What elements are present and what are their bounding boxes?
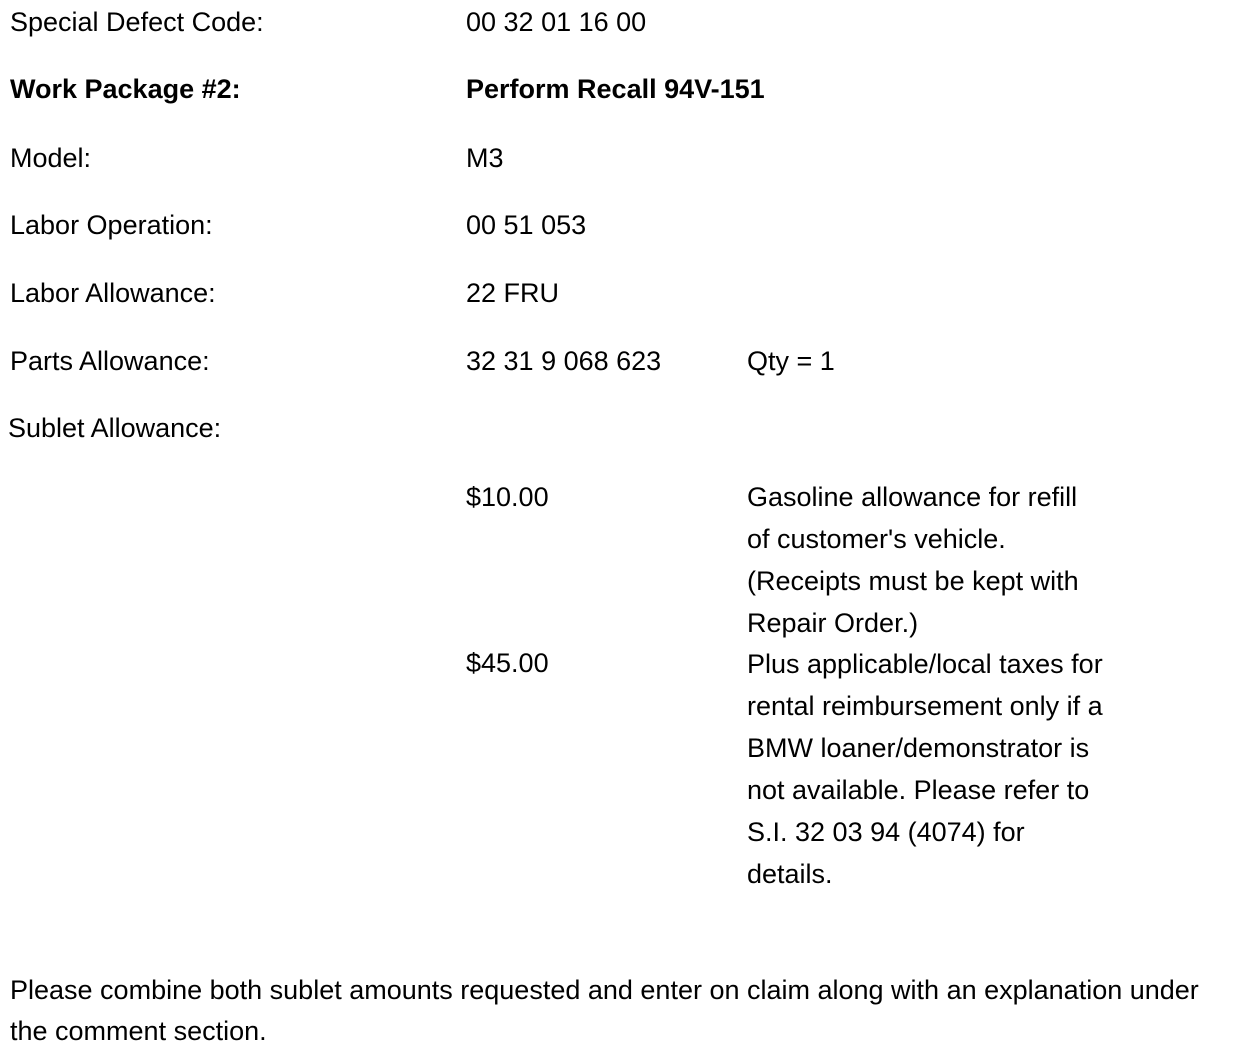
sublet-description: Gasoline allowance for refill of customer's vehicle. (Receipts must be kept with Repair Order.): [747, 482, 1079, 638]
labor-allowance-label: Labor Allowance:: [10, 278, 216, 308]
parts-allowance-label: Parts Allowance:: [10, 346, 210, 376]
sublet-amount: $10.00: [466, 482, 549, 512]
work-package-value: Perform Recall 94V-151: [466, 74, 765, 104]
parts-allowance-value: 32 31 9 068 623: [466, 346, 662, 376]
model-label: Model:: [10, 143, 92, 173]
sublet-allowance-label: Sublet Allowance:: [8, 413, 222, 443]
labor-allowance-value: 22 FRU: [466, 278, 560, 308]
work-package-label: Work Package #2:: [10, 74, 241, 104]
labor-operation-label: Labor Operation:: [10, 210, 213, 240]
special-defect-code-label: Special Defect Code:: [10, 7, 264, 37]
special-defect-code-value: 00 32 01 16 00: [466, 7, 647, 37]
sublet-amount: $45.00: [466, 648, 549, 678]
footer-note: Please combine both sublet amounts requested and enter on claim along with an explanation under the comment section.: [10, 975, 1199, 1046]
model-value: M3: [466, 143, 504, 173]
parts-quantity: Qty = 1: [747, 346, 835, 376]
labor-operation-value: 00 51 053: [466, 210, 587, 240]
sublet-description: Plus applicable/local taxes for rental reimbursement only if a BMW loaner/demonstrator is not available. Please refer to S.I. 32 03 94 (4074) for details.: [747, 649, 1103, 889]
